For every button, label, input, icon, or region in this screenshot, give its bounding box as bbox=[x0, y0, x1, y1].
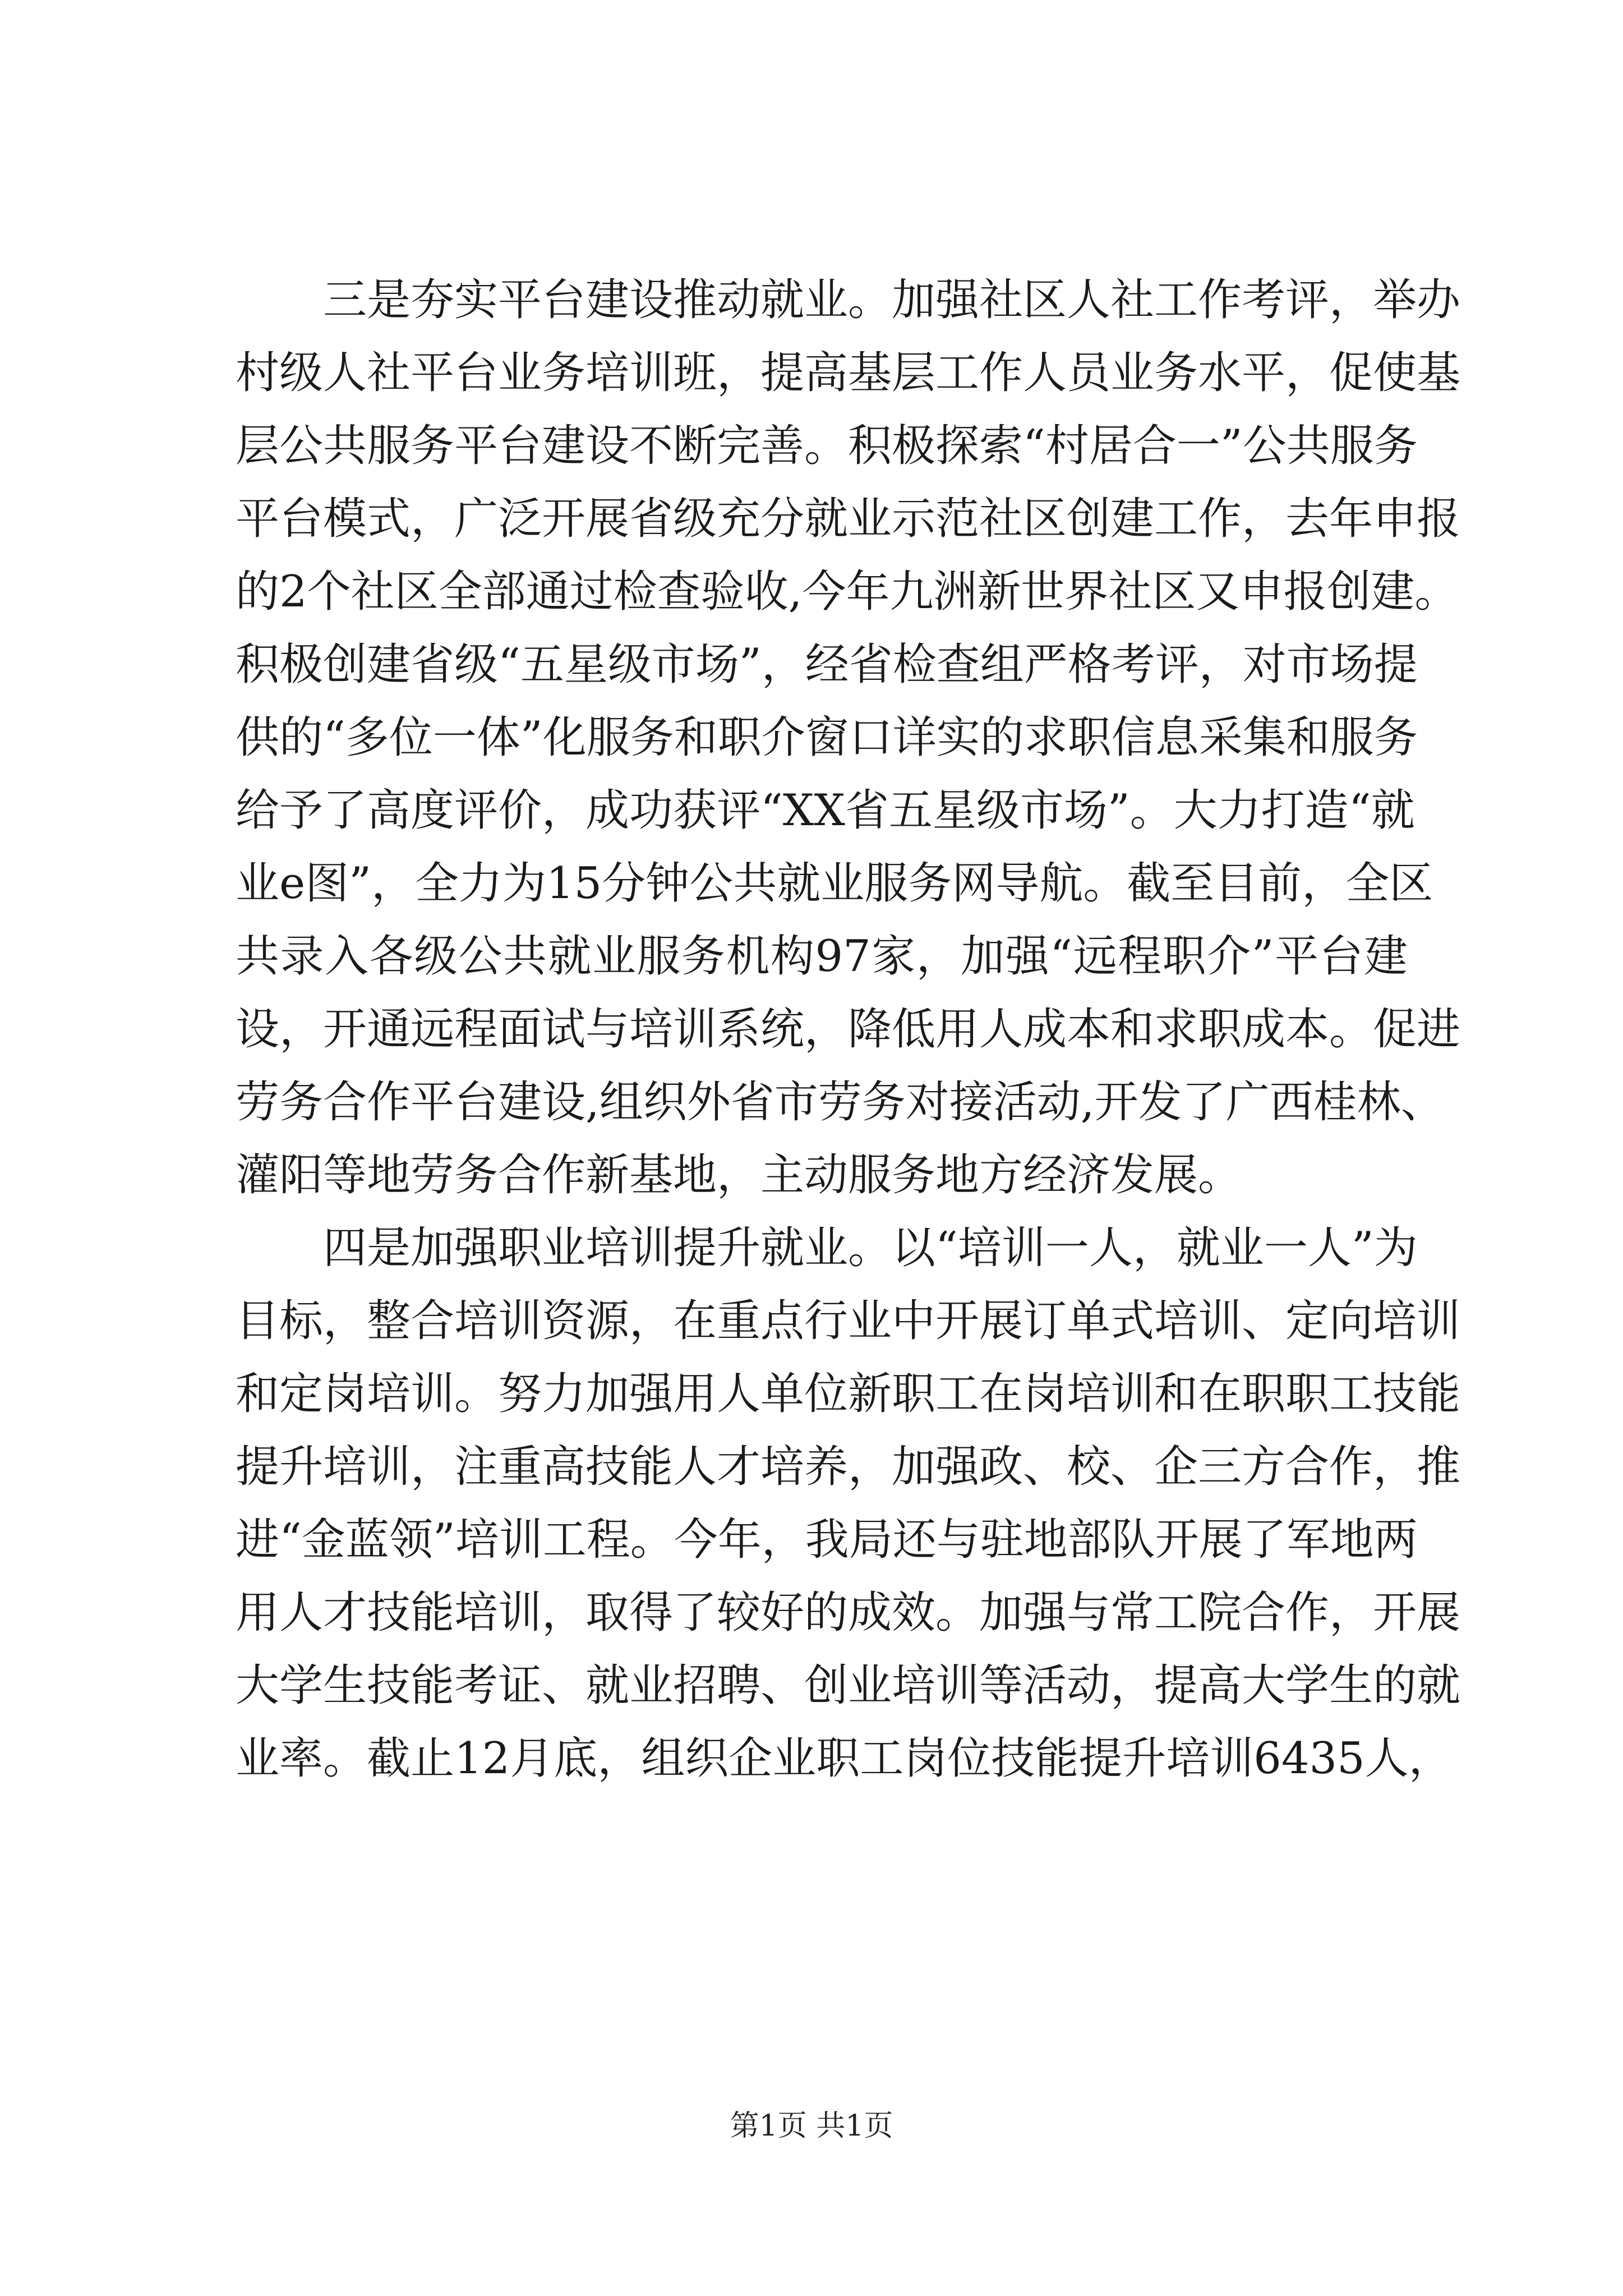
text-line: 三是夯实平台建设推动就业。加强社区人社工作考评，举办 bbox=[323, 275, 1461, 325]
text-line: 给予了高度评价，成功获评“XX省五星级市场”。大力打造“就 bbox=[236, 785, 1415, 836]
text-line: 积极创建省级“五星级市场”，经省检查组严格考评，对市场提 bbox=[236, 639, 1418, 690]
text-line: 共录入各级公共就业服务机构97家，加强“远程职介”平台建 bbox=[236, 931, 1408, 982]
text-line: 设，开通远程面试与培训系统，降低用人成本和求职成本。促进 bbox=[236, 1004, 1461, 1055]
text-line: 目标，整合培训资源，在重点行业中开展订单式培训、定向培训 bbox=[236, 1296, 1461, 1346]
text-line: 业e图”，全力为15分钟公共就业服务网导航。截至目前，全区 bbox=[236, 858, 1433, 909]
text-line: 大学生技能考证、就业招聘、创业培训等活动，提高大学生的就 bbox=[236, 1660, 1461, 1711]
text-line: 的2个社区全部通过检查验收,今年九洲新世界社区又申报创建。 bbox=[236, 567, 1459, 617]
text-line: 平台模式，广泛开展省级充分就业示范社区创建工作，去年申报 bbox=[236, 494, 1461, 544]
text-line: 用人才技能培训，取得了较好的成效。加强与常工院合作，开展 bbox=[236, 1588, 1461, 1638]
text-line: 和定岗培训。努力加强用人单位新职工在岗培训和在职职工技能 bbox=[236, 1369, 1461, 1419]
page-footer bbox=[0, 2106, 1623, 2146]
text-line: 四是加强职业培训提升就业。以“培训一人，就业一人”为 bbox=[323, 1223, 1418, 1273]
text-line: 层公共服务平台建设不断完善。积极探索“村居合一”公共服务 bbox=[236, 421, 1418, 471]
text-line: 提升培训，注重高技能人才培养，加强政、校、企三方合作，推 bbox=[236, 1442, 1461, 1492]
paragraph-platform-building bbox=[236, 264, 1461, 1212]
document-body bbox=[236, 264, 1461, 1795]
text-line: 灌阳等地劳务合作新基地，主动服务地方经济发展。 bbox=[236, 1150, 1242, 1200]
text-line: 劳务合作平台建设,组织外省市劳务对接活动,开发了广西桂林、 bbox=[236, 1077, 1445, 1128]
text-line: 村级人社平台业务培训班，提高基层工作人员业务水平，促使基 bbox=[236, 348, 1461, 398]
text-line: 进“金蓝领”培训工程。今年，我局还与驻地部队开展了军地两 bbox=[236, 1515, 1418, 1565]
text-line: 业率。截止12月底，组织企业职工岗位技能提升培训6435人， bbox=[236, 1733, 1453, 1784]
paragraph-vocational-training bbox=[236, 1212, 1461, 1795]
page-number-label: 第1页 共1页 bbox=[730, 2109, 893, 2143]
text-line: 供的“多位一体”化服务和职介窗口详实的求职信息采集和服务 bbox=[236, 712, 1418, 763]
